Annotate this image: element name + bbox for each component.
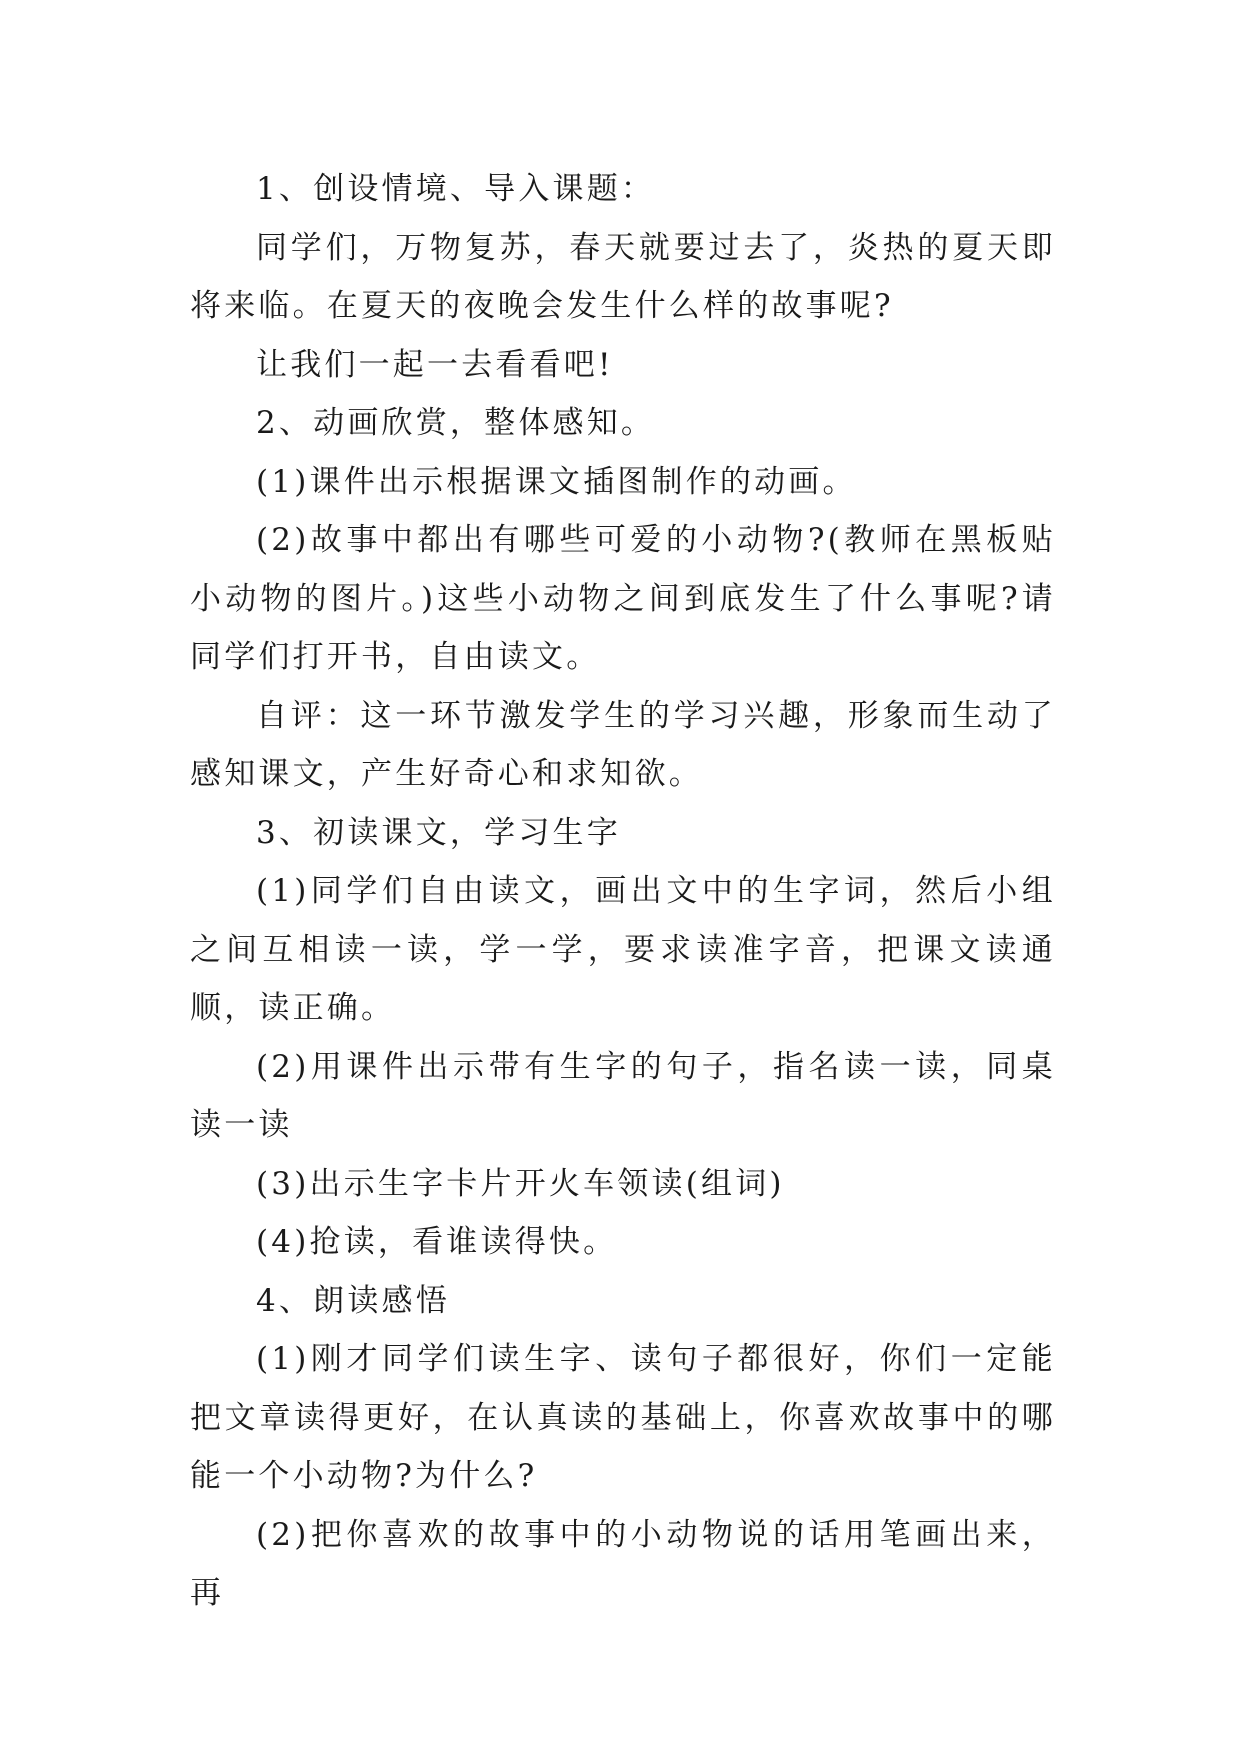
item-reading-3: (3)出示生字卡片开火车领读(组词) — [256, 1165, 785, 1202]
paragraph-self-review: 自评：这一环节激发学生的学习兴趣，形象而生动了感知课文，产生好奇心和求知欲。 — [190, 697, 1056, 792]
heading-animation: 2、动画欣赏，整体感知。 — [256, 405, 656, 441]
item-reading-1: (1)同学们自由读文，画出文中的生字词，然后小组之间互相读一读，学一学，要求读准字音，把课文读通顺，读正确。 — [190, 873, 1056, 1026]
item-reading-2: (2)用课件出示带有生字的句子，指名读一读，同桌读一读 — [190, 1048, 1056, 1143]
heading-create-situation: 1、创设情境、导入课题： — [256, 171, 656, 207]
heading-first-reading: 3、初读课文，学习生字 — [256, 814, 621, 851]
item-read-aloud-1: (1)刚才同学们读生字、读句子都很好，你们一定能把文章读得更好，在认真读的基础上，你喜欢故事中的哪能一个小动物?为什么? — [190, 1341, 1056, 1494]
item-read-aloud-2: (2)把你喜欢的故事中的小动物说的话用笔画出来，再 — [190, 1516, 1056, 1611]
heading-read-aloud: 4、朗读感悟 — [256, 1282, 450, 1319]
item-animation-2: (2)故事中都出有哪些可爱的小动物?(教师在黑板贴小动物的图片。)这些小动物之间到底发生了什么事呢?请同学们打开书，自由读文。 — [190, 522, 1056, 675]
paragraph-lets-go: 让我们一起一去看看吧! — [256, 346, 614, 383]
item-animation-1: (1)课件出示根据课文插图制作的动画。 — [256, 463, 857, 500]
document-body — [190, 160, 1056, 1623]
item-reading-4: (4)抢读，看谁读得快。 — [256, 1224, 618, 1260]
paragraph-intro: 同学们，万物复苏，春天就要过去了，炎热的夏天即将来临。在夏天的夜晚会发生什么样的故事呢? — [190, 229, 1056, 324]
